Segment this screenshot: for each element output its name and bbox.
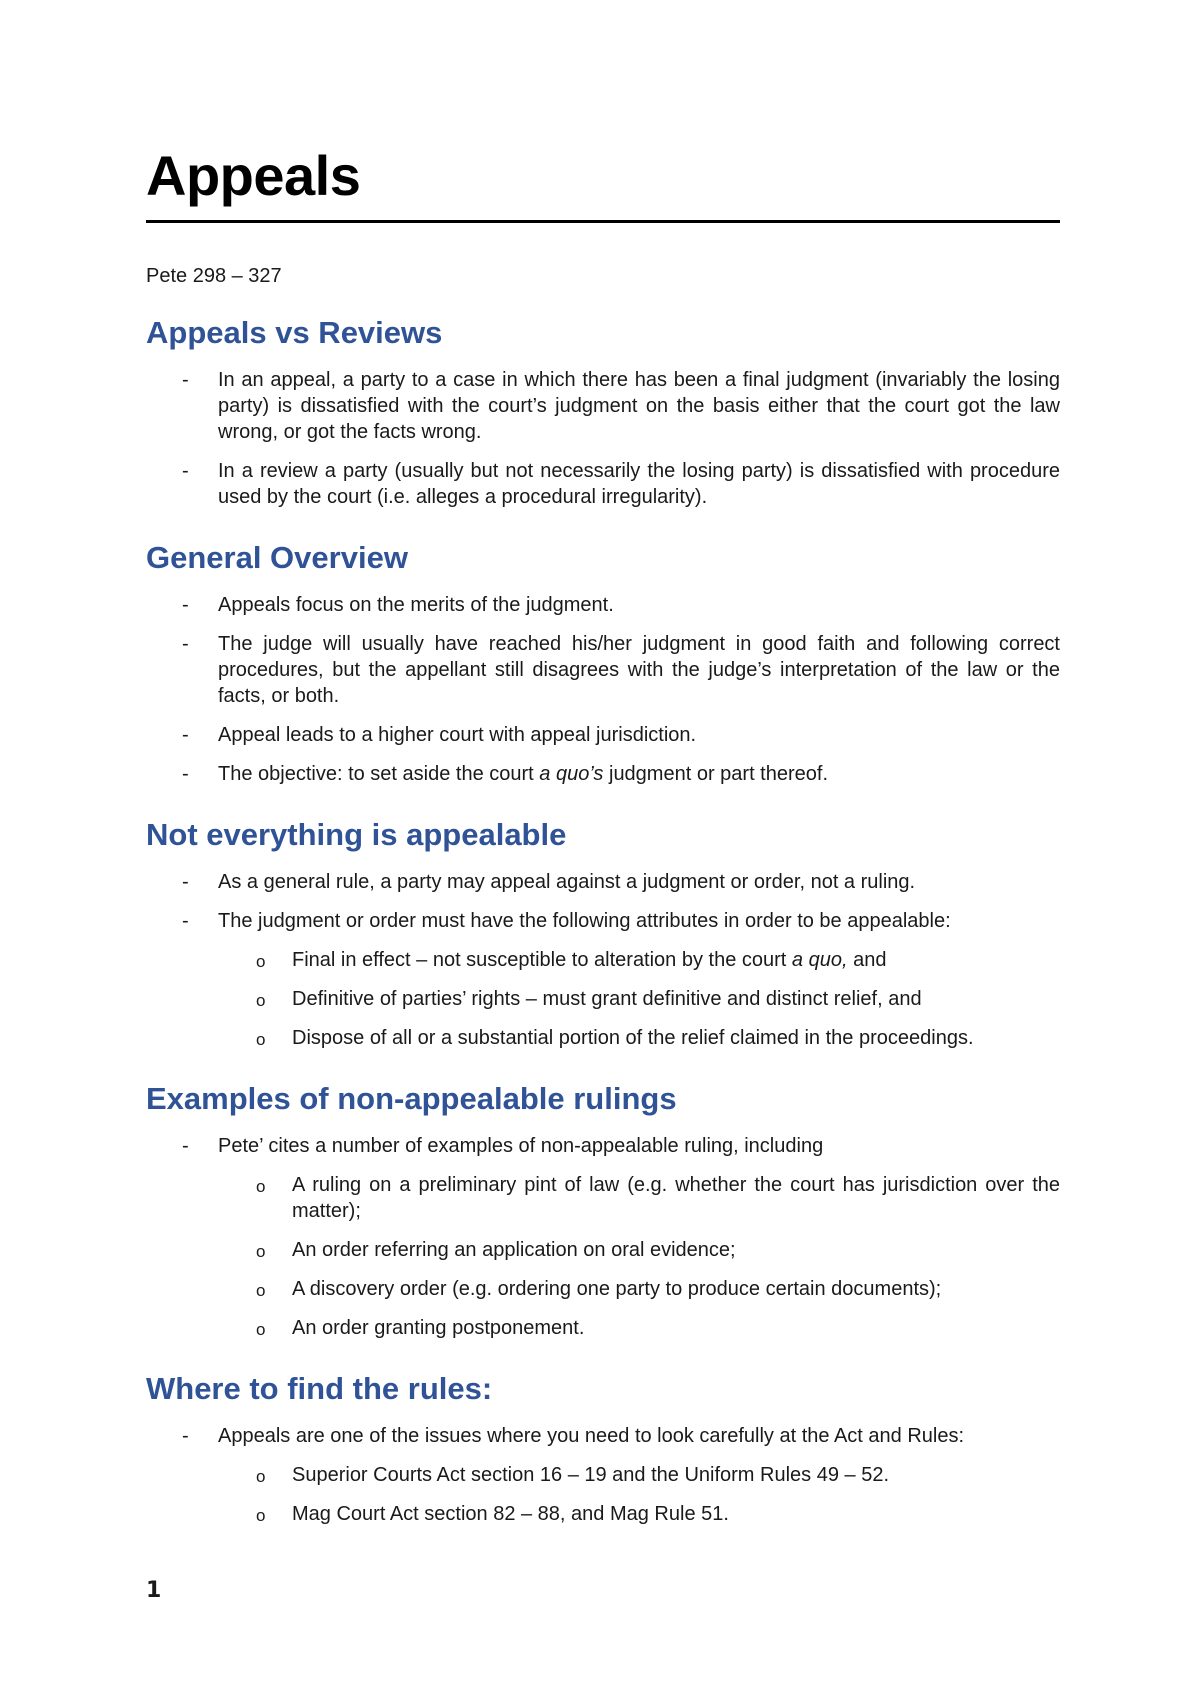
attr1-suffix: and — [847, 949, 887, 971]
dash-marker: - — [182, 910, 189, 932]
section-heading: Not everything is appealable — [146, 817, 567, 852]
list-item — [146, 1133, 1060, 1341]
attr1-prefix: Final in effect – not susceptible to alteration by the court — [292, 949, 792, 971]
list-item — [146, 908, 1060, 1051]
sub-bullet-list — [218, 1172, 1060, 1341]
dash-marker: - — [182, 871, 189, 893]
item-text: In an appeal, a party to a case in which there has been a final judgment (invariably the losing party) is dissatisfied with the court’s judgment on the basis either that the court got the law wrong, or got the facts wrong. — [218, 369, 1060, 443]
item-text: Appeals focus on the merits of the judgment. — [218, 594, 614, 616]
section-heading: Appeals vs Reviews — [146, 315, 443, 350]
item-text: A discovery order (e.g. ordering one party to produce certain documents); — [292, 1278, 942, 1300]
bullet-list — [146, 367, 1060, 510]
title-underline — [146, 220, 1060, 223]
dash-marker: - — [182, 460, 189, 482]
dash-marker: - — [182, 594, 189, 616]
dash-marker: - — [182, 724, 189, 746]
item-text: In a review a party (usually but not necessarily the losing party) is dissatisfied with procedure used by the court (i.e. alleges a procedural irregularity). — [218, 460, 1060, 508]
source-reference: Pete 298 – 327 — [146, 265, 282, 287]
document-page — [146, 140, 1060, 1540]
sub-list-item — [146, 1276, 1060, 1302]
section-heading: Where to find the rules: — [146, 1371, 493, 1406]
list-item — [146, 1423, 1060, 1527]
bullet-list — [146, 1133, 1060, 1341]
item-text: Dispose of all or a substantial portion of the relief claimed in the proceedings. — [292, 1027, 974, 1049]
list-item — [146, 722, 1060, 748]
section-appeals-vs-reviews — [146, 313, 1060, 510]
sub-list-item — [146, 1237, 1060, 1263]
list-item — [146, 367, 1060, 445]
dash-marker: - — [182, 1425, 189, 1447]
sub-list-item — [146, 1501, 1060, 1527]
bullet-list — [146, 592, 1060, 787]
objective-suffix: judgment or part thereof. — [603, 763, 829, 785]
circle-marker: o — [256, 1030, 266, 1049]
sub-bullet-list — [218, 1462, 1060, 1527]
dash-marker: - — [182, 1135, 189, 1157]
item-text: Superior Courts Act section 16 – 19 and the Uniform Rules 49 – 52. — [292, 1464, 890, 1486]
circle-marker: o — [256, 1467, 266, 1486]
circle-marker: o — [256, 1177, 266, 1196]
item-text: As a general rule, a party may appeal against a judgment or order, not a ruling. — [218, 871, 916, 893]
sub-list-item — [146, 986, 1060, 1012]
circle-marker: o — [256, 1320, 266, 1339]
sub-bullet-list — [218, 947, 1060, 1051]
dash-marker: - — [182, 763, 189, 785]
sub-list-item — [146, 1172, 1060, 1224]
section-examples — [146, 1079, 1060, 1341]
list-item — [146, 631, 1060, 709]
page-number: 1 — [146, 1578, 162, 1603]
bullet-list — [146, 1423, 1060, 1527]
section-heading: General Overview — [146, 540, 408, 575]
list-item — [146, 592, 1060, 618]
section-where-rules — [146, 1369, 1060, 1527]
item-text: Definitive of parties’ rights – must grant definitive and distinct relief, and — [292, 988, 922, 1010]
circle-marker: o — [256, 1506, 266, 1525]
item-text: The judgment or order must have the following attributes in order to be appealable: — [218, 910, 951, 932]
item-text: Appeals are one of the issues where you need to look carefully at the Act and Rules: — [218, 1425, 965, 1447]
section-heading: Examples of non-appealable rulings — [146, 1081, 677, 1116]
objective-prefix: The objective: to set aside the court — [218, 763, 540, 785]
dash-marker: - — [182, 633, 189, 655]
item-text: Pete’ cites a number of examples of non-appealable ruling, including — [218, 1135, 824, 1157]
list-item — [146, 869, 1060, 895]
section-not-appealable — [146, 815, 1060, 1051]
circle-marker: o — [256, 1281, 266, 1300]
section-general-overview — [146, 538, 1060, 787]
circle-marker: o — [256, 991, 266, 1010]
item-text: A ruling on a preliminary pint of law (e.g. whether the court has jurisdiction over the matter); — [292, 1174, 1060, 1222]
sub-list-item — [146, 1315, 1060, 1341]
sub-list-item — [146, 1025, 1060, 1051]
attr1-italic: a quo, — [791, 949, 848, 971]
list-item — [146, 761, 1060, 787]
item-text: Appeal leads to a higher court with appeal jurisdiction. — [218, 724, 697, 746]
item-text: An order referring an application on oral evidence; — [292, 1239, 736, 1261]
item-text: An order granting postponement. — [292, 1317, 585, 1339]
document-title: Appeals — [146, 144, 361, 207]
objective-italic: a quo’s — [539, 763, 604, 785]
dash-marker: - — [182, 369, 189, 391]
circle-marker: o — [256, 1242, 266, 1261]
sub-list-item — [146, 947, 1060, 973]
item-text: The judge will usually have reached his/her judgment in good faith and following correct procedures, but the appellant still disagrees with the judge’s interpretation of the law or the facts, or both. — [218, 633, 1060, 707]
bullet-list — [146, 869, 1060, 1051]
circle-marker: o — [256, 952, 266, 971]
sub-list-item — [146, 1462, 1060, 1488]
item-text: Mag Court Act section 82 – 88, and Mag Rule 51. — [292, 1503, 729, 1525]
list-item — [146, 458, 1060, 510]
